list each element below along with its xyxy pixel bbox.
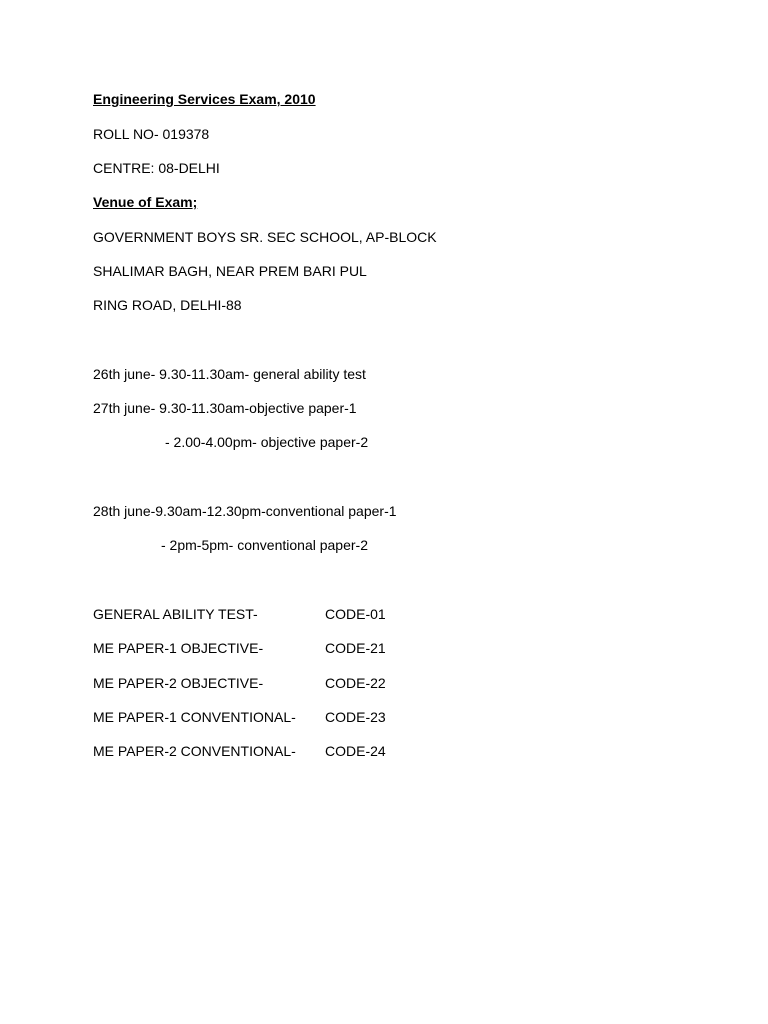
code-value-4: CODE-23 — [325, 709, 386, 725]
schedule-line-5: - 2pm-5pm- conventional paper-2 — [161, 537, 368, 553]
venue-heading-line — [93, 193, 197, 211]
code-value-2: CODE-21 — [325, 640, 386, 656]
schedule-line-3: - 2.00-4.00pm- objective paper-2 — [165, 434, 369, 450]
code-value-3: CODE-22 — [325, 675, 386, 691]
code-value-1: CODE-01 — [325, 606, 386, 622]
exam-centre: CENTRE: 08-DELHI — [93, 160, 220, 176]
code-label-2: ME PAPER-1 OBJECTIVE- — [93, 640, 264, 656]
schedule-line-4: 28th june-9.30am-12.30pm-conventional paper-1 — [93, 503, 397, 519]
venue-line-1: GOVERNMENT BOYS SR. SEC SCHOOL, AP-BLOCK — [93, 229, 437, 245]
venue-line-2: SHALIMAR BAGH, NEAR PREM BARI PUL — [93, 263, 367, 279]
code-label-4: ME PAPER-1 CONVENTIONAL- — [93, 709, 296, 725]
venue-heading: Venue of Exam — [93, 194, 193, 210]
schedule-line-2: 27th june- 9.30-11.30am-objective paper-1 — [93, 400, 357, 416]
venue-heading-suffix: ; — [192, 194, 198, 210]
code-label-1: GENERAL ABILITY TEST- — [93, 606, 258, 622]
code-label-3: ME PAPER-2 OBJECTIVE- — [93, 675, 264, 691]
venue-line-3: RING ROAD, DELHI-88 — [93, 297, 242, 313]
document-title: Engineering Services Exam, 2010 — [93, 91, 316, 107]
roll-number: ROLL NO- 019378 — [93, 126, 210, 142]
code-label-5: ME PAPER-2 CONVENTIONAL- — [93, 743, 296, 759]
schedule-line-1: 26th june- 9.30-11.30am- general ability test — [93, 366, 366, 382]
code-value-5: CODE-24 — [325, 743, 386, 759]
